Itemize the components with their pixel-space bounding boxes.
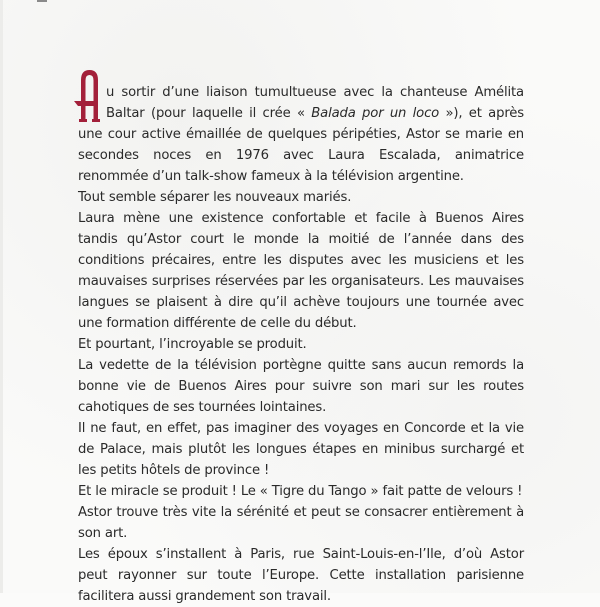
intro-segment-2: »), et après une cour active émaillée de quelques péripéties, Astor se marie en secondes noces en 1976 avec Laura Escalada, animatrice renommée d’un talk-show fameux à la télévision argentine. bbox=[78, 106, 524, 184]
scan-mark bbox=[37, 0, 47, 2]
paragraph-8: Astor trouve très vite la sérénité et peut se consacrer entièrement à son art. bbox=[78, 505, 524, 541]
intro-segment-0: u sortir d’une liaison tumultueuse avec la chanteuse Amélita Baltar (pour laquelle il crée « bbox=[106, 85, 524, 121]
paragraph-5: La vedette de la télévision portègne quitte sans aucun remords la bonne vie de Buenos Aires pour suivre son mari sur les routes cahotiques de ses tournées lointaines. bbox=[78, 358, 524, 415]
paragraph-3: Laura mène une existence confortable et facile à Buenos Aires tandis qu’Astor court le monde la moitié de l’année dans des conditions précaires, entre les disputes avec les musiciens et les mauvaises surprises réservées par les organisateurs. Les mauvaises langues se plaisent à dire qu’il achève toujours une tournée avec une formation différente de celle du début. bbox=[78, 211, 524, 331]
paragraph-4: Et pourtant, l’incroyable se produit. bbox=[78, 337, 307, 352]
paragraph-2: Tout semble séparer les nouveaux mariés. bbox=[78, 190, 352, 205]
paragraph-7: Et le miracle se produit ! Le « Tigre du Tango » fait patte de velours ! bbox=[78, 484, 523, 499]
document-body bbox=[78, 82, 524, 607]
paragraph-6: Il ne faut, en effet, pas imaginer des voyages en Concorde et la vie de Palace, mais plutôt les longues étapes en minibus surchargé et les petits hôtels de province ! bbox=[78, 421, 524, 478]
paragraph-9: Les époux s’installent à Paris, rue Saint-Louis-en-l’Ile, d’où Astor peut rayonner sur toute l’Europe. Cette installation parisienne facilitera aussi grandement son travail. bbox=[78, 547, 524, 604]
paragraph-intro bbox=[78, 82, 524, 187]
page-left-edge bbox=[0, 0, 3, 593]
drop-cap-letter bbox=[74, 68, 100, 120]
drop-cap-a-glyph bbox=[74, 68, 104, 122]
song-title-balada-por-un-loco: Balada por un loco bbox=[311, 106, 440, 121]
